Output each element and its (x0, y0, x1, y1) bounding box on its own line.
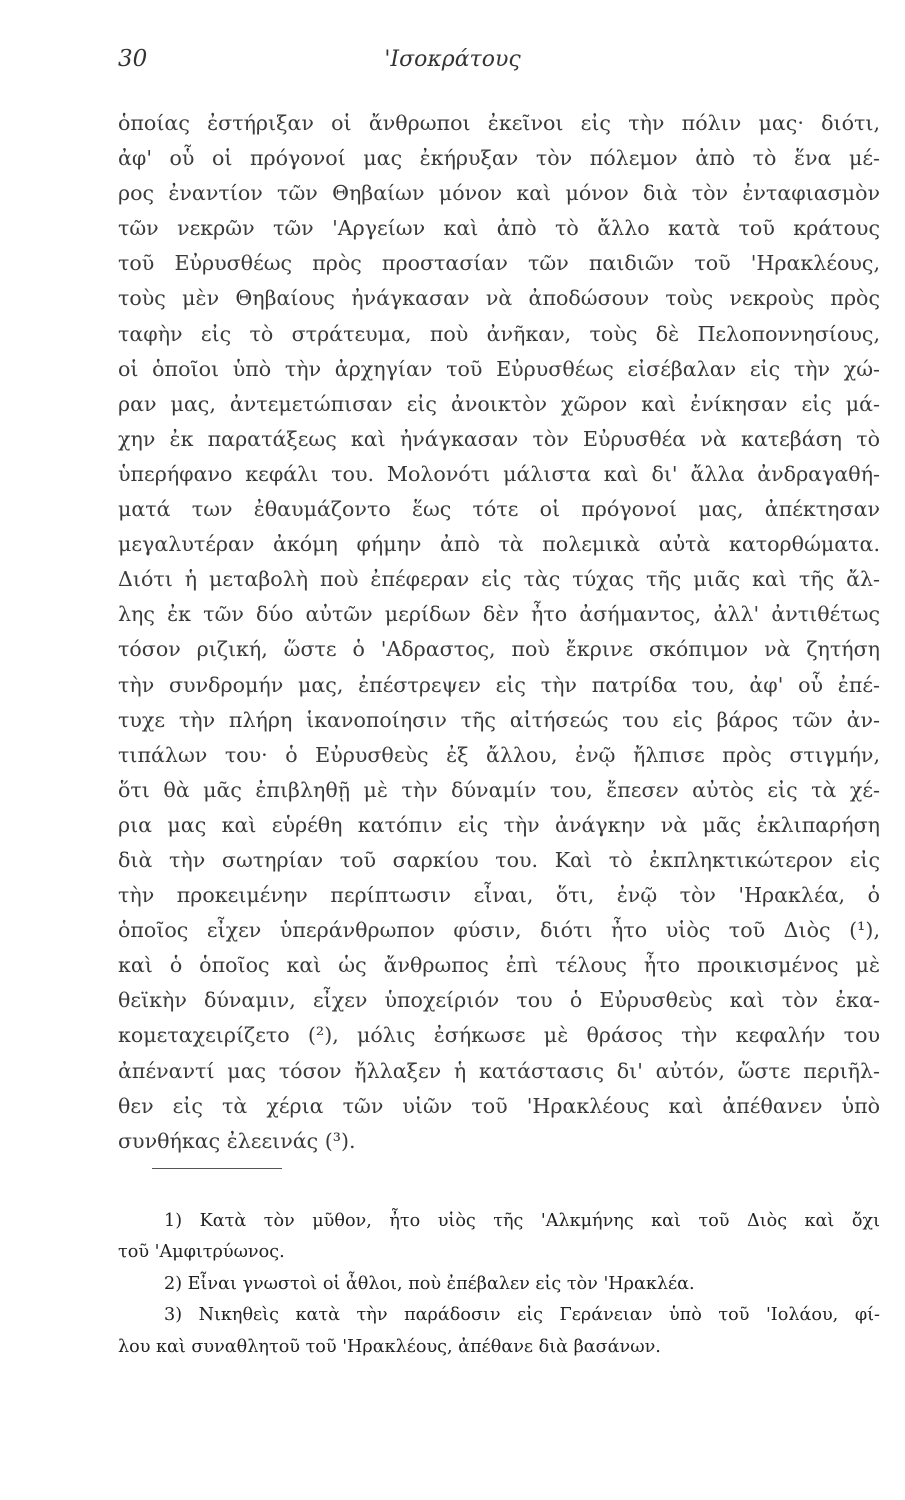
text-line: ὑπερήφανο κεφάλι του. Μολονότι μάλιστα καὶ δι' ἄλλα ἀνδραγαθή- (118, 461, 880, 486)
text-line: λης ἐκ τῶν δύο αὐτῶν μερίδων δὲν ἦτο ἀσήμαντος, ἀλλ' ἀντιθέτως (118, 602, 880, 627)
main-text (118, 106, 880, 1159)
footnote-rule (152, 1168, 282, 1169)
footnote-3-continuation: λου καὶ συναθλητοῦ τοῦ 'Ηρακλέους, ἀπέθανε διὰ βασάνων. (118, 1336, 661, 1357)
text-line: μεγαλυτέραν ἀκόμη φήμην ἀπὸ τὰ πολεμικὰ αὐτὰ κατορθώματα. (118, 532, 880, 557)
page-number: 30 (118, 46, 148, 72)
text-line: θεϊκὴν δύναμιν, εἶχεν ὑποχείριόν του ὁ Εὐρυσθεὺς καὶ τὸν ἐκα- (118, 988, 880, 1013)
text-line: θεν εἰς τὰ χέρια τῶν υἱῶν τοῦ 'Ηρακλέους καὶ ἀπέθανεν ὑπὸ (118, 1093, 880, 1118)
text-line: τὴν προκειμένην περίπτωσιν εἶναι, ὅτι, ἐνῷ τὸν 'Ηρακλέα, ὁ (118, 883, 880, 908)
text-line: κομεταχειρίζετο (²), μόλις ἐσήκωσε μὲ θράσος τὴν κεφαλήν του (118, 1023, 880, 1048)
text-line: Διότι ἡ μεταβολὴ ποὺ ἐπέφεραν εἰς τὰς τύχας τῆς μιᾶς καὶ τῆς ἄλ- (118, 567, 880, 592)
text-line: τῶν νεκρῶν τῶν 'Αργείων καὶ ἀπὸ τὸ ἄλλο κατὰ τοῦ κράτους (118, 216, 880, 241)
text-line: ὁποῖος εἶχεν ὑπεράνθρωπον φύσιν, διότι ἦτο υἱὸς τοῦ Διὸς (¹), (118, 918, 880, 943)
text-line: τοὺς μὲν Θηβαίους ἠνάγκασαν νὰ ἀποδώσουν τοὺς νεκροὺς πρὸς (118, 286, 880, 311)
text-line: ἀπέναντί μας τόσον ἤλλαξεν ἡ κατάστασις δι' αὐτόν, ὥστε περιῆλ- (118, 1058, 880, 1083)
text-line: τυχε τὴν πλήρη ἱκανοποίησιν τῆς αἰτήσεώς του εἰς βάρος τῶν ἀν- (118, 707, 880, 732)
footnotes (118, 1206, 880, 1363)
text-line: ὁποίας ἐστήριξαν οἱ ἄνθρωποι ἐκεῖνοι εἰς τὴν πόλιν μας· διότι, (118, 111, 880, 135)
text-line-last: συνθήκας ἐλεεινάς (³). (118, 1128, 356, 1153)
text-line: χην ἐκ παρατάξεως καὶ ἠνάγκασαν τὸν Εὐρυσθέα νὰ κατεβάση τὸ (118, 426, 880, 451)
footnote-1: 1) Κατὰ τὸν μῦθον, ἦτο υἱὸς τῆς 'Αλκμήνης καὶ τοῦ Διὸς καὶ ὄχι (164, 1211, 880, 1231)
text-line: διὰ τὴν σωτηρίαν τοῦ σαρκίου του. Καὶ τὸ ἐκπληκτικώτερον εἰς (118, 847, 880, 872)
text-line: ἀφ' οὗ οἱ πρόγονοί μας ἐκήρυξαν τὸν πόλεμον ἀπὸ τὸ ἕνα μέ- (118, 146, 880, 171)
text-line: καὶ ὁ ὁποῖος καὶ ὡς ἄνθρωπος ἐπὶ τέλους ἦτο προικισμένος μὲ (118, 953, 880, 978)
text-line: ὅτι θὰ μᾶς ἐπιβληθῇ μὲ τὴν δύναμίν του, ἔπεσεν αὐτὸς εἰς τὰ χέ- (118, 777, 880, 802)
running-head: 'Ισοκράτους (384, 47, 521, 72)
text-line: ταφὴν εἰς τὸ στράτευμα, ποὺ ἀνῆκαν, τοὺς δὲ Πελοποννησίους, (118, 321, 880, 346)
text-line: τόσον ριζική, ὥστε ὁ 'Αδραστος, ποὺ ἔκρινε σκόπιμον νὰ ζητήση (118, 637, 880, 662)
text-line: ρος ἐναντίον τῶν Θηβαίων μόνον καὶ μόνον διὰ τὸν ἐνταφιασμὸν (118, 181, 880, 206)
text-line: τιπάλων του· ὁ Εὐρυσθεὺς ἐξ ἄλλου, ἐνῷ ἤλπισε πρὸς στιγμήν, (118, 742, 880, 767)
footnote-2: 2) Εἶναι γνωστοὶ οἱ ἆθλοι, ποὺ ἐπέβαλεν εἰς τὸν 'Ηρακλέα. (164, 1273, 695, 1294)
footnote-3: 3) Νικηθεὶς κατὰ τὴν παράδοσιν εἰς Γεράνειαν ὑπὸ τοῦ 'Ιολάου, φί- (164, 1305, 880, 1326)
text-line: οἱ ὁποῖοι ὑπὸ τὴν ἀρχηγίαν τοῦ Εὐρυσθέως εἰσέβαλαν εἰς τὴν χώ- (118, 356, 880, 381)
text-line: ματά των ἐθαυμάζοντο ἕως τότε οἱ πρόγονοί μας, ἀπέκτησαν (118, 497, 880, 522)
footnote-1-continuation: τοῦ 'Αμφιτρύωνος. (118, 1242, 285, 1263)
text-line: τοῦ Εὐρυσθέως πρὸς προστασίαν τῶν παιδιῶν τοῦ 'Ηρακλέους, (118, 251, 880, 276)
text-line: ρια μας καὶ εὑρέθη κατόπιν εἰς τὴν ἀνάγκην νὰ μᾶς ἐκλιπαρήση (118, 812, 880, 837)
text-line: ραν μας, ἀντεμετώπισαν εἰς ἀνοικτὸν χῶρον καὶ ἐνίκησαν εἰς μά- (118, 391, 880, 416)
text-line: τὴν συνδρομήν μας, ἐπέστρεψεν εἰς τὴν πατρίδα του, ἀφ' οὗ ἐπέ- (118, 672, 880, 697)
